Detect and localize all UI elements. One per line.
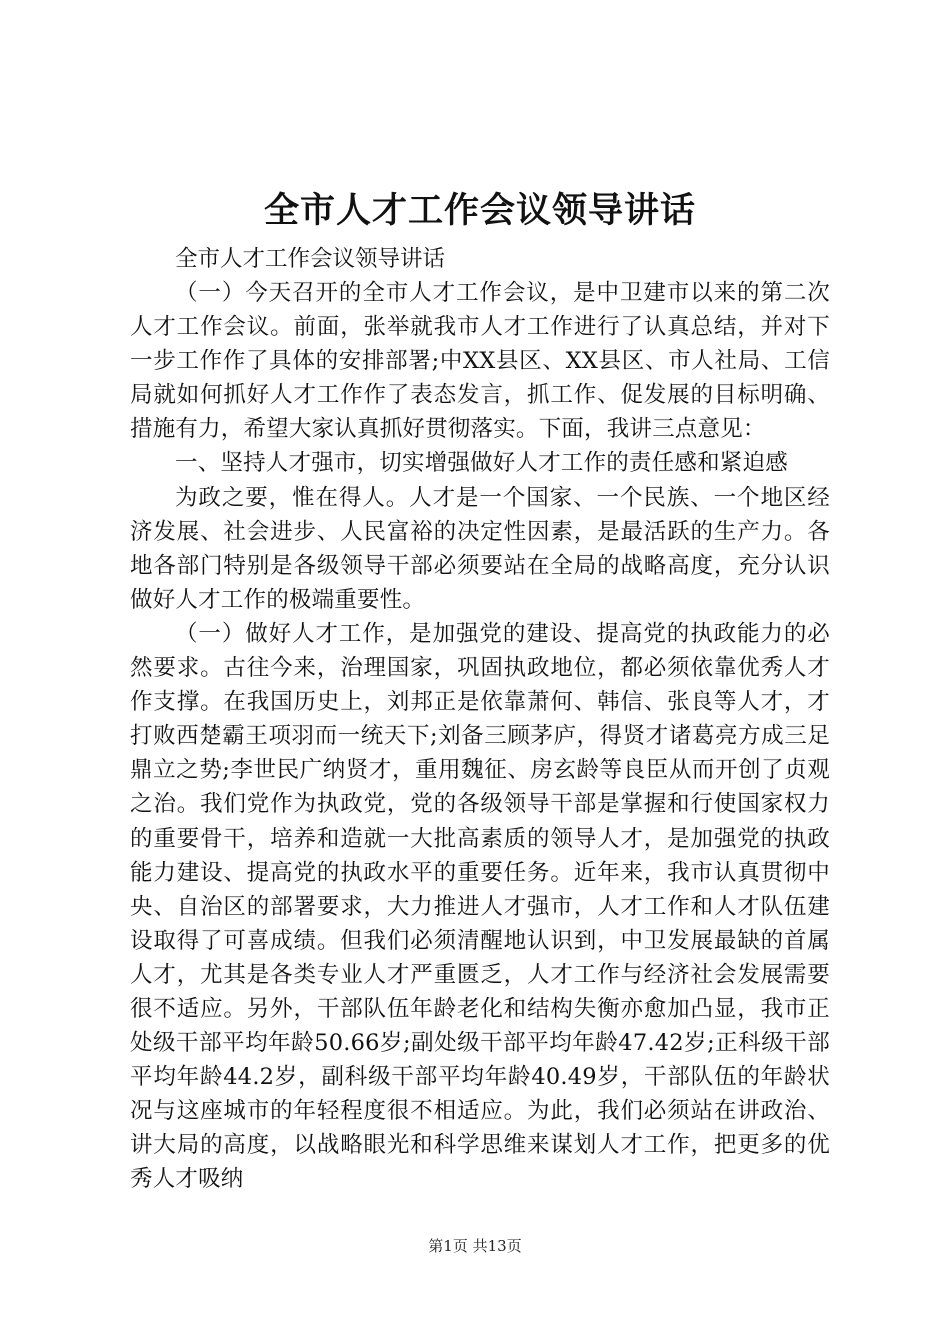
- paragraph-governance: 为政之要，惟在得人。人才是一个国家、一个民族、一个地区经济发展、社会进步、人民富裕的决定性因素，是最活跃的生产力。各地各部门特别是各级领导干部必须要站在全局的战略高度，充分认识做好人才工作的极端重要性。: [130, 484, 830, 613]
- document-title: 全市人才工作会议领导讲话: [263, 191, 696, 231]
- page-footer: [0, 1236, 950, 1256]
- page-number: 第1页 共13页: [428, 1237, 522, 1255]
- document-page: [130, 188, 830, 1197]
- document-subtitle: 全市人才工作会议领导讲话: [175, 246, 446, 272]
- paragraph-party-building: （一）做好人才工作，是加强党的建设、提高党的执政能力的必然要求。古往今来，治理国家，巩固执政地位，都必须依靠优秀人才作支撑。在我国历史上，刘邦正是依靠萧何、韩信、张良等人才，才打败西楚霸王项羽而一统天下;刘备三顾茅庐，得贤才诸葛亮方成三足鼎立之势;李世民广纳贤才，重用魏征、房玄龄等良臣从而开创了贞观之治。我们党作为执政党，党的各级领导干部是掌握和行使国家权力的重要骨干，培养和造就一大批高素质的领导人才，是加强党的执政能力建设、提高党的执政水平的重要任务。近年来，我市认真贯彻中央、自治区的部署要求，大力推进人才强市，人才工作和人才队伍建设取得了可喜成绩。但我们必须清醒地认识到，中卫发展最缺的首属人才，尤其是各类专业人才严重匮乏，人才工作与经济社会发展需要很不适应。另外，干部队伍年龄老化和结构失衡亦愈加凸显，我市正处级干部平均年龄50.66岁;副处级干部平均年龄47.42岁;正科级干部平均年龄44.2岁，副科级干部平均年龄40.49岁，干部队伍的年龄状况与这座城市的年轻程度很不相适应。为此，我们必须站在讲政治、讲大局的高度，以战略眼光和科学思维来谋划人才工作，把更多的优秀人才吸纳: [130, 620, 830, 1193]
- paragraph-intro: （一）今天召开的全市人才工作会议，是中卫建市以来的第二次人才工作会议。前面，张举就我市人才工作进行了认真总结，并对下一步工作作了具体的安排部署;中XX县区、XX县区、市人社局、工信局就如何抓好人才工作作了表态发言，抓工作、促发展的目标明确、措施有力，希望大家认真抓好贯彻落实。下面，我讲三点意见：: [130, 280, 830, 443]
- section-heading-one: 一、坚持人才强市，切实增强做好人才工作的责任感和紧迫感: [175, 450, 788, 477]
